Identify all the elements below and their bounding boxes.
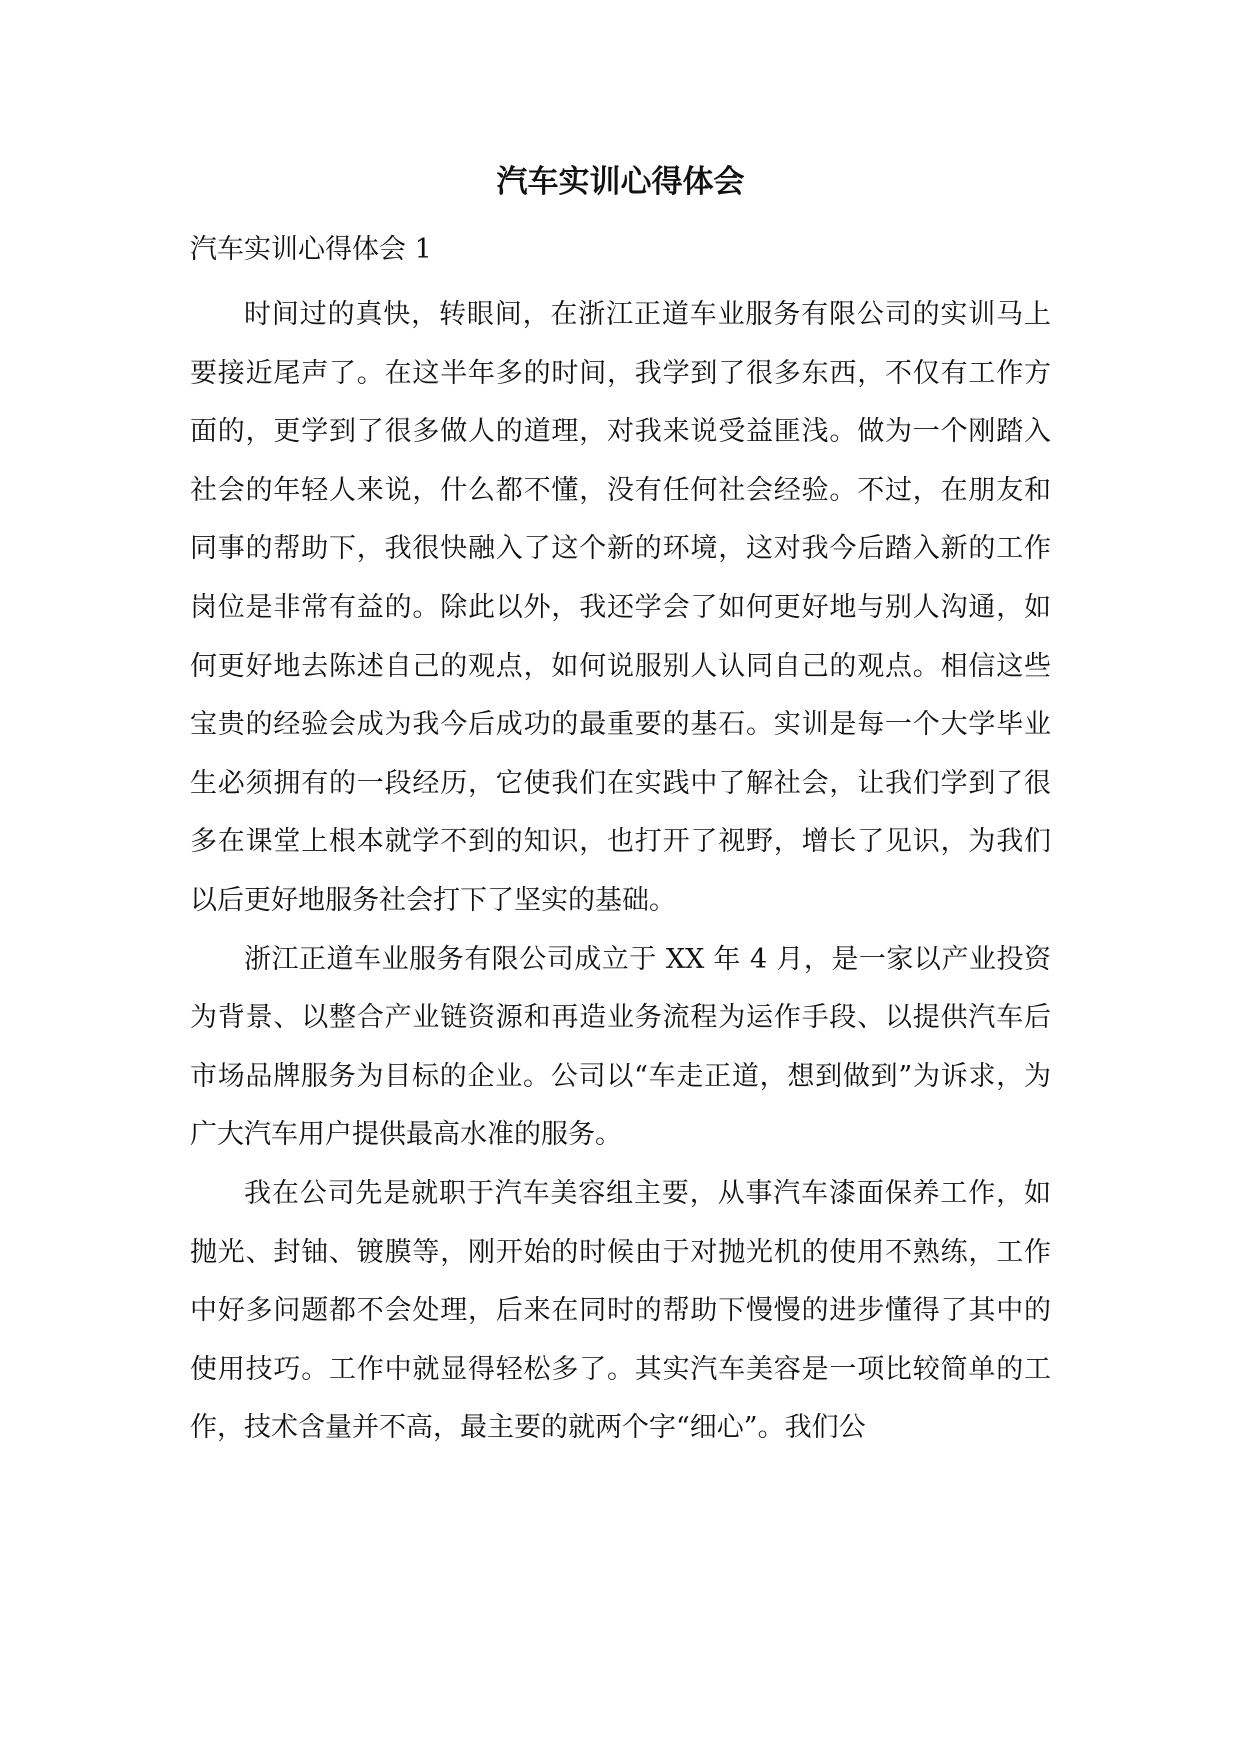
document-body bbox=[190, 286, 1051, 1458]
document-title: 汽车实训心得体会 bbox=[496, 164, 745, 200]
paragraph: 时间过的真快，转眼间，在浙江正道车业服务有限公司的实训马上要接近尾声了。在这半年多的时间，我学到了很多东西，不仅有工作方面的，更学到了很多做人的道理，对我来说受益匪浅。做为一个刚踏入社会的年轻人来说，什么都不懂，没有任何社会经验。不过，在朋友和同事的帮助下，我很快融入了这个新的环境，这对我今后踏入新的工作岗位是非常有益的。除此以外，我还学会了如何更好地与别人沟通，如何更好地去陈述自己的观点，如何说服别人认同自己的观点。相信这些宝贵的经验会成为我今后成功的最重要的基石。实训是每一个大学毕业生必须拥有的一段经历，它使我们在实践中了解社会，让我们学到了很多在课堂上根本就学不到的知识，也打开了视野，增长了见识，为我们以后更好地服务社会打下了坚实的基础。 bbox=[190, 299, 1051, 916]
paragraph: 浙江正道车业服务有限公司成立于 XX 年 4 月，是一家以产业投资为背景、以整合产业链资源和再造业务流程为运作手段、以提供汽车后市场品牌服务为目标的企业。公司以“车走正道，想到做到”为诉求，为广大汽车用户提供最高水准的服务。 bbox=[190, 943, 1051, 1151]
paragraph: 我在公司先是就职于汽车美容组主要，从事汽车漆面保养工作，如抛光、封铀、镀膜等，刚开始的时候由于对抛光机的使用不熟练，工作中好多问题都不会处理，后来在同时的帮助下慢慢的进步懂得了其中的使用技巧。工作中就显得轻松多了。其实汽车美容是一项比较简单的工作，技术含量并不高，最主要的就两个字“细心”。我们公 bbox=[190, 1177, 1051, 1444]
section-heading: 汽车实训心得体会 1 bbox=[190, 234, 432, 265]
